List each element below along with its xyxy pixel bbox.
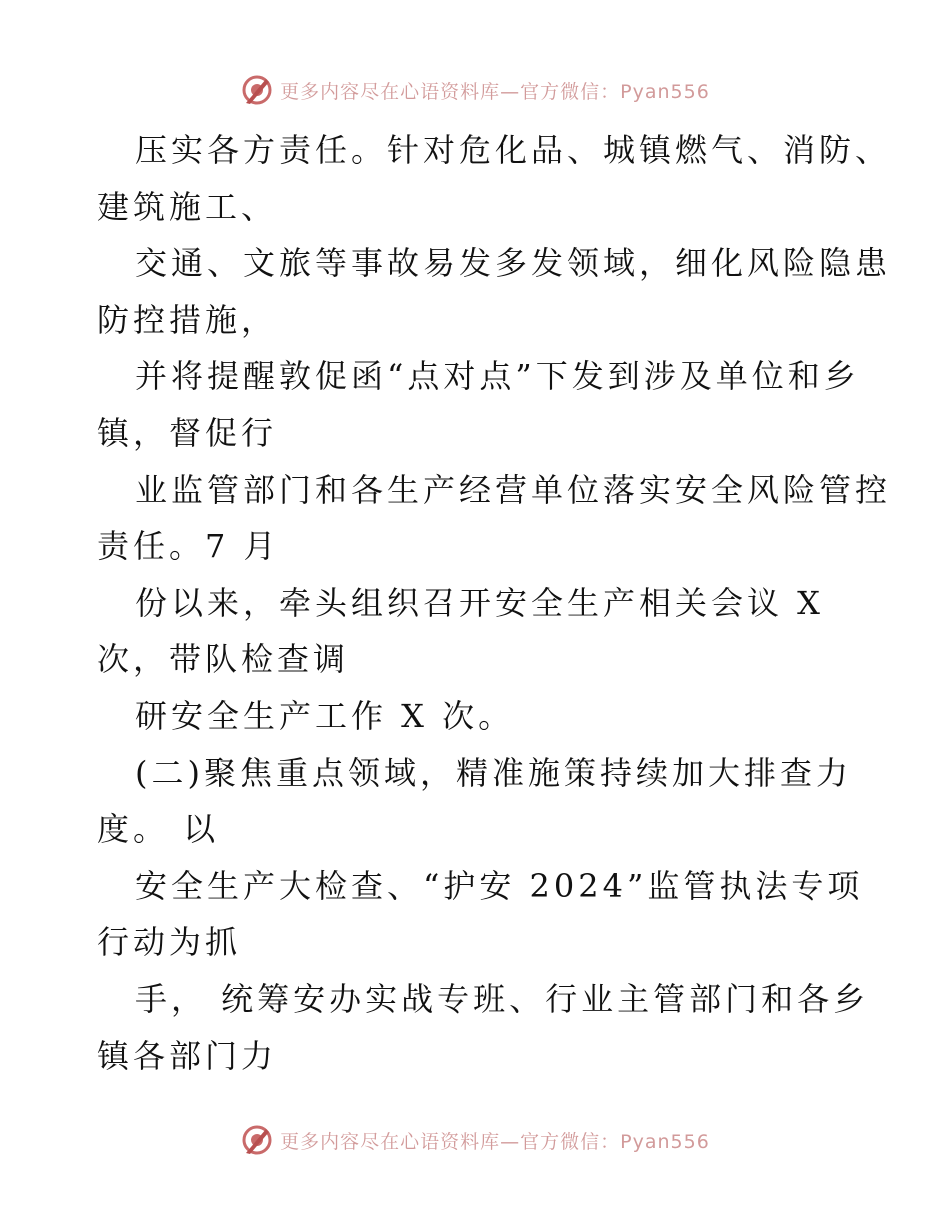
text-line: (二)聚焦重点领域，精准施策持续加大排查力 — [135, 753, 852, 792]
watermark-text: 更多内容尽在心语资料库—官方微信：Pyan556 — [280, 80, 710, 103]
text-line: 手， 统筹安办实战专班、行业主管部门和各乡 — [135, 979, 870, 1018]
quill-pen-circle-icon — [240, 73, 274, 107]
text-line: 防控措施， — [97, 300, 278, 339]
text-line: 交通、文旅等事故易发多发领域，细化风险隐患 — [135, 244, 892, 283]
header-watermark — [0, 70, 950, 110]
text-line: 业监管部门和各生产经营单位落实安全风险管控 — [135, 470, 892, 509]
text-line: 建筑施工、 — [97, 187, 278, 226]
text-line: 研安全生产工作 X 次。 — [135, 696, 515, 735]
text-line: 安全生产大检查、“护安 2024”监管执法专项 — [135, 866, 864, 905]
text-line: 次，带队检查调 — [97, 640, 350, 679]
text-line: 责任。7 月 — [97, 527, 280, 566]
text-line: 并将提醒敦促函“点对点”下发到涉及单位和乡 — [135, 357, 860, 396]
text-line: 镇，督促行 — [97, 413, 278, 452]
text-line: 行动为抓 — [97, 923, 242, 962]
footer-watermark — [0, 1120, 950, 1160]
text-line: 压实各方责任。针对危化品、城镇燃气、消防、 — [135, 131, 892, 169]
quill-pen-circle-icon — [240, 1123, 274, 1157]
text-line: 镇各部门力 — [97, 1036, 278, 1075]
text-line: 份以来，牵头组织召开安全生产相关会议 X — [135, 583, 824, 622]
text-line: 度。 以 — [97, 810, 220, 849]
watermark-text: 更多内容尽在心语资料库—官方微信：Pyan556 — [280, 1130, 710, 1153]
document-body — [97, 122, 892, 1084]
